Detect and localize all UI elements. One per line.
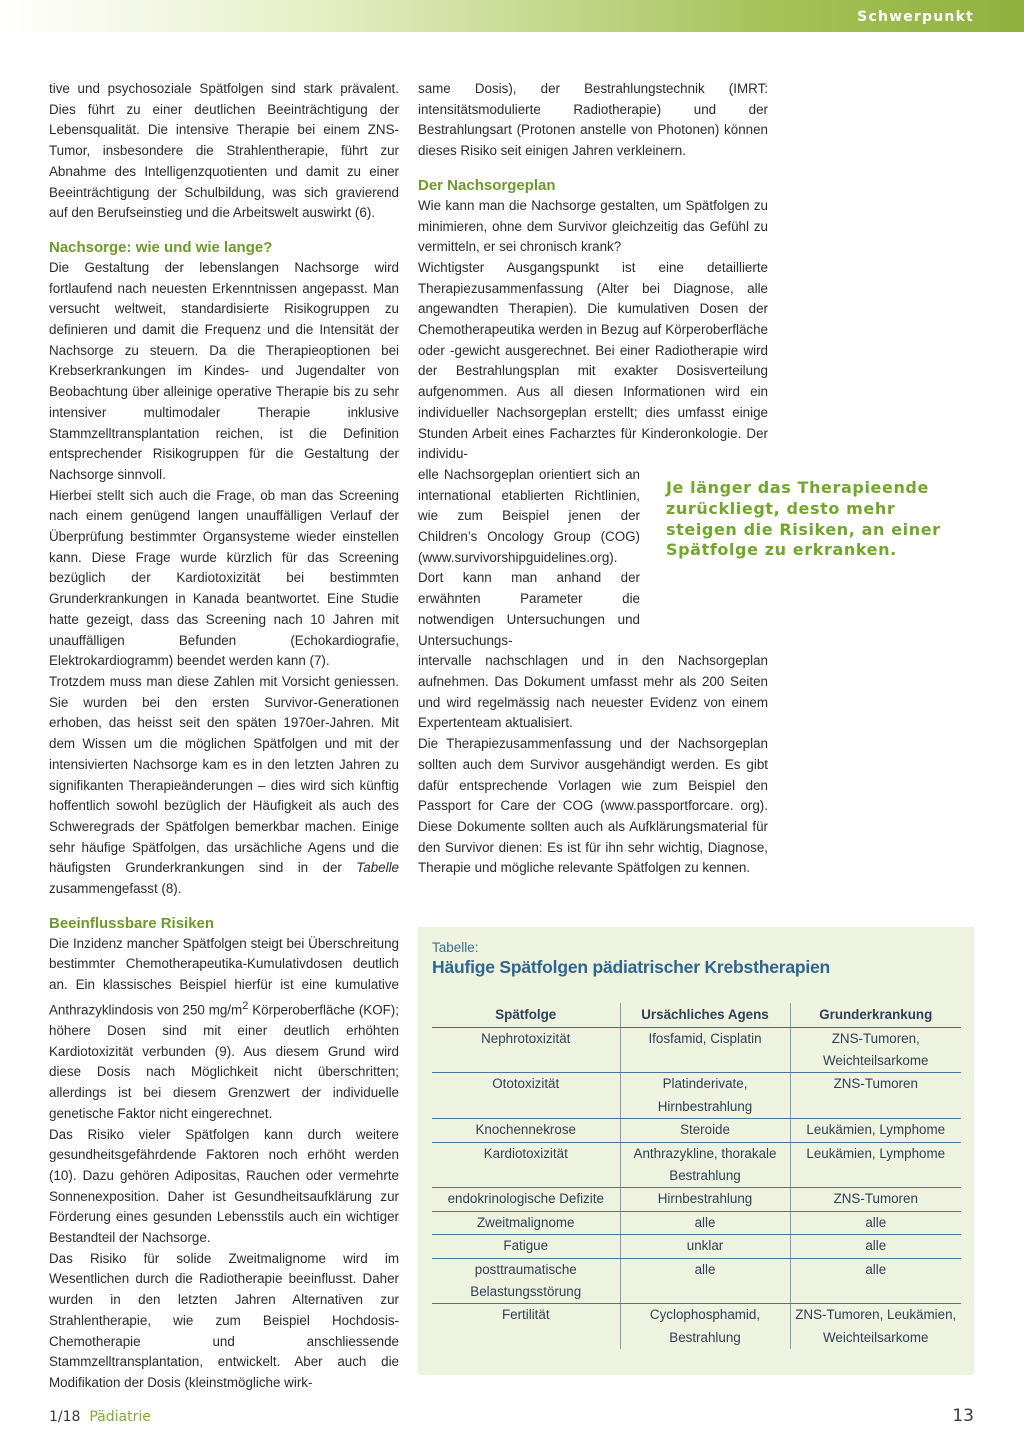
table-cell: alle [790, 1211, 961, 1234]
column-header: Grunderkrankung [790, 1003, 961, 1027]
column-header: Ursächliches Agens [620, 1003, 790, 1027]
table-cell: Kardiotoxizität [432, 1142, 620, 1188]
table-cell: alle [790, 1258, 961, 1304]
heading-risiken: Beeinflussbare Risiken [49, 914, 215, 932]
paragraph-intro: tive und psychosoziale Spätfolgen sind stark prävalent. Dies führt zu einer deutlichen Beeinträchtigung der Lebensqualität. Die intensive Therapie bei einem ZNS-Tumor, insbesondere die Strahlentherapie, führt zur Abnahme des Intelligenzquotienten und damit zu einer Beeinträchtigung der Schulbildung, was sich gravierend auf den Berufseinstieg und die Arbeitswelt auswirkt (6). [49, 81, 399, 221]
paragraph-plan-4-wide: intervalle nachschlagen und in den Nachsorgeplan aufnehmen. Das Dokument umfasst mehr als 200 Seiten und wird regelmässig nach neuester Evidenz von einem Expertenteam aktualisiert. [418, 653, 768, 731]
table-header-row [432, 1003, 961, 1027]
paragraph-plan-4-narrow: Dort kann man anhand der erwähnten Parameter die notwendigen Untersuchungen und Untersuchungs- [418, 570, 640, 648]
narrow-text-block [418, 465, 640, 651]
table-cell: Hirnbestrahlung [620, 1188, 790, 1211]
table-cell: Knochennekrose [432, 1119, 620, 1142]
footer-issue-journal [49, 1409, 151, 1425]
table-row [432, 1142, 961, 1188]
issue-number: 1/18 [49, 1409, 81, 1425]
paragraph-nachsorge-2: Hierbei stellt sich auch die Frage, ob man das Screening nach einem genügend langen unauffälligen Verlauf der Überprüfung bestimmter Organsysteme wieder einstellen kann. Diese Frage wurde kürzlich für das Screening bezüglich der Kardiotoxizität bei bestimmten Grunderkrankungen in Kanada beantwortet. Eine Studie hatte gezeigt, dass das Screening nach 10 Jahren mit unauffälligen Befunden (Echokardiografie, Elektrokardiogramm) beendet werden kann (7). [49, 487, 399, 669]
table-cell: alle [620, 1211, 790, 1234]
page-number: 13 [952, 1406, 974, 1426]
paragraph-risiken-3: Das Risiko für solide Zweitmalignome wird im Wesentlichen durch die Radiotherapie beeinflusst. Daher wurden in den letzten Jahren Alternativen zur Strahlentherapie, wie zum Beispiel Hochdosis-Chemotherapie und anschliessende Stammzelltransplantation, entwickelt. Aber auch die Modifikation der Dosis (kleinstmögliche wirk- [49, 1250, 399, 1390]
table-row [432, 1073, 961, 1119]
table-cell: endokrinologische Defizite [432, 1188, 620, 1211]
paragraph-continuation: same Dosis), der Bestrahlungstechnik (IMRT: intensitätsmodulierte Radiotherapie) und der Bestrahlungsart (Protonen anstelle von Photonen) können dieses Risiko seit einigen Jahren verkleinern. [418, 81, 768, 159]
table-cell: Zweitmalignome [432, 1211, 620, 1234]
table-cell: ZNS-Tumoren [790, 1188, 961, 1211]
paragraph-risiken-2: Das Risiko vieler Spätfolgen kann durch weitere gesundheitsgefährdende Faktoren noch erhöht werden (10). Dazu gehören Adipositas, Rauchen oder vermehrte Sonnenexposition. Daher ist Gesundheitsaufklärung zur Förderung eines gesunden Lebensstils auch ein wichtiger Bestandteil der Nachsorge. [49, 1126, 399, 1246]
table-cell: ZNS-Tumoren, Leukämien, Weichteilsarkome [790, 1304, 961, 1349]
section-label: Schwerpunkt [857, 9, 974, 25]
table-box [418, 927, 974, 1375]
paragraph-nachsorge-3: Trotzdem muss man diese Zahlen mit Vorsicht geniessen. Sie wurden bei den ersten Survivor-Generationen erhoben, das heisst seit den späten 1970er-Jahren. Mit dem Wissen um die möglichen Spätfolgen und mit der intensivierten Nachsorge kam es in den letzten Jahren zu signifikanten Therapieänderungen – dies wird sich künftig hoffentlich sowohl bezüglich der Häufigkeit als auch des Schweregrads der Spätfolgen bemerkbar machen. Einige sehr häufige Spätfolgen, das ursächliche Agens und die häufigsten Grunderkrankungen sind in der Tabelle zusammengefasst (8). [49, 673, 399, 897]
table-cell: Ototoxizität [432, 1073, 620, 1119]
table-row [432, 1027, 961, 1073]
table-row [432, 1304, 961, 1349]
table-cell: Steroide [620, 1119, 790, 1142]
heading-nachsorgeplan: Der Nachsorgeplan [418, 176, 556, 194]
paragraph-risiken-1: Die Inzidenz mancher Spätfolgen steigt bei Überschreitung bestimmter Chemotherapeutika-Kumulativdosen deutlich an. Ein klassisches Beispiel hierfür ist eine kumulative Anthrazyklindosis von 250 $mg/m^2$ Körperoberfläche (KOF); höhere Dosen sind mit einer deutlich erhöhten Kardiotoxizität verbunden (9). Aus diesem Grund wird diese Dosis nach Möglichkeit nicht überschritten; allerdings ist bei diesem Grenzwert der individuelle genetische Faktor nicht eingerechnet. [49, 935, 399, 1121]
table-cell: ZNS-Tumoren [790, 1073, 961, 1119]
table-cell: alle [790, 1235, 961, 1258]
late-effects-table [432, 1003, 961, 1349]
table-cell: Nephrotoxizität [432, 1027, 620, 1073]
table-cell: Platinderivate, Hirnbestrahlung [620, 1073, 790, 1119]
table-row [432, 1188, 961, 1211]
paragraph-plan-3: elle Nachsorgeplan orientiert sich an international etablierten Richtlinien, wie zum Beispiel jenen der Children’s Oncology Group (COG) (www.survivorshipguidelines.org). [418, 466, 640, 565]
table-title: Häufige Spätfolgen pädiatrischer Krebstherapien [432, 957, 831, 977]
paragraph-plan-1: Wie kann man die Nachsorge gestalten, um Spätfolgen zu minimieren, ohne dem Survivor gleichzeitig das Gefühl zu vermitteln, er sei chronisch krank? [418, 197, 768, 255]
table-cell: posttraumatische Belastungsstörung [432, 1258, 620, 1304]
table-cell: Ifosfamid, Cisplatin [620, 1027, 790, 1073]
paragraph-nachsorge-1: Die Gestaltung der lebenslangen Nachsorge wird fortlaufend nach neuesten Erkenntnissen angepasst. Man versucht weltweit, standardisierte Risikogruppen zu definieren und damit die Frequenz und die Intensität der Nachsorge zu steuern. Da die Therapieoptionen bei Krebserkrankungen im Kindes- und Jugendalter von Beobachtung über alleinige operative Therapie bis zu sehr intensiver multimodaler Therapie inklusive Stammzelltransplantation reichen, ist die Definition entsprechender Risikogruppen für die Gestaltung der Nachsorge sinnvoll. [49, 259, 399, 482]
table-row [432, 1235, 961, 1258]
journal-name: Pädiatrie [89, 1409, 151, 1425]
table-cell: Fatigue [432, 1235, 620, 1258]
table-cell: ZNS-Tumoren, Weichteilsarkome [790, 1027, 961, 1073]
table-cell: Leukämien, Lymphome [790, 1142, 961, 1188]
table-cell: Anthrazykline, thorakale Bestrahlung [620, 1142, 790, 1188]
pull-quote: Je länger das Therapieende zurückliegt, desto mehr steigen die Risiken, an einer Spätfolge zu erkranken. [666, 478, 941, 560]
table-row [432, 1258, 961, 1304]
left-column [49, 79, 399, 1394]
table-cell: unklar [620, 1235, 790, 1258]
column-header: Spätfolge [432, 1003, 620, 1027]
table-cell: Fertilität [501, 1307, 550, 1323]
table-reference: Tabelle [356, 860, 399, 876]
paragraph-plan-5: Die Therapiezusammenfassung und der Nachsorgeplan sollten auch dem Survivor ausgehändigt werden. Es gibt dafür entsprechende Vorlagen wie zum Beispiel den Passport for Care der COG (www.passportforcare. org). Diese Dokumente sollten auch als Aufklärungsmaterial für den Survivor dienen: Es ist für ihn sehr wichtig, Diagnose, Therapie und mögliche relevante Spätfolgen zu kennen. [418, 736, 768, 876]
heading-nachsorge: Nachsorge: wie und wie lange? [49, 238, 273, 256]
table-kicker: Tabelle: [432, 940, 479, 955]
table-cell: Cyclophosphamid, Bestrahlung [620, 1304, 790, 1349]
section-header-bar [0, 0, 1024, 32]
table-row [432, 1119, 961, 1142]
paragraph-plan-2: Wichtigster Ausgangspunkt ist eine detaillierte Therapiezusammenfassung (Alter bei Diagnose, alle angewandten Therapien). Die kumulativen Dosen der Chemotherapeutika werden in Bezug auf Körperoberfläche oder -gewicht ausgerechnet. Bei einer Radiotherapie wird der Bestrahlungsplan mit exakter Dosisverteilung aufgenommen. Aus all diesen Informationen wird ein individueller Nachsorgeplan erstellt; dies umfasst einige Stunden Arbeit eines Facharztes für Kinderonkologie. Der individu- [418, 259, 768, 462]
table-cell: alle [620, 1258, 790, 1304]
table-cell: Leukämien, Lymphome [790, 1119, 961, 1142]
table-row [432, 1211, 961, 1234]
